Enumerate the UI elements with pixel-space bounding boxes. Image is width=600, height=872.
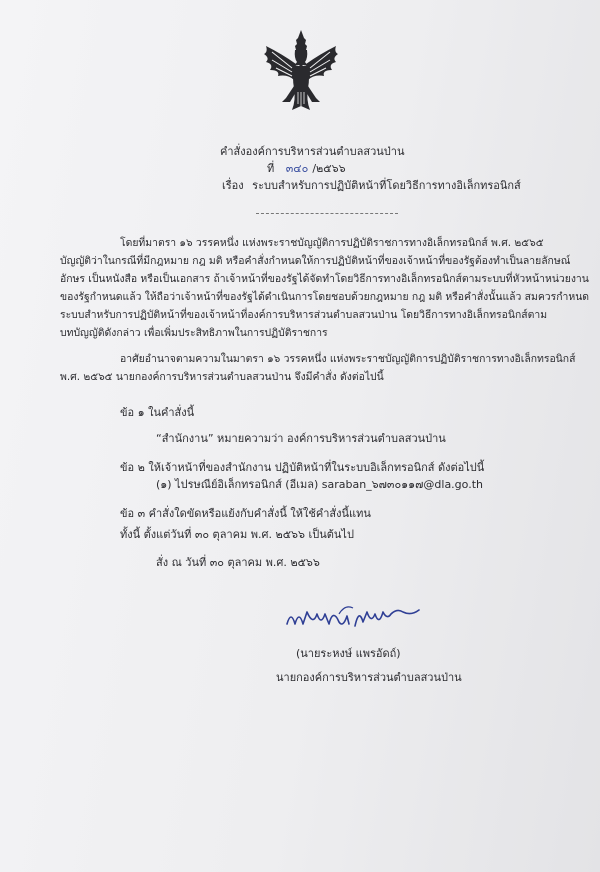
paragraph-1-line: บทบัญญัติดังกล่าว เพื่อเพิ่มประสิทธิภาพในการปฏิบัติราชการ (60, 327, 328, 339)
paragraph-2-line: อาศัยอำนาจตามความในมาตรา ๑๖ วรรคหนึ่ง แห่งพระราชบัญญัติการปฏิบัติราชการทางอิเล็กทรอนิกส์ (120, 353, 576, 365)
order-number-year: /๒๕๖๖ (312, 162, 346, 175)
clause-2-item-1: (๑) ไปรษณีย์อิเล็กทรอนิกส์ (อีเมล) saraban_๖๗๓๐๑๑๗@dla.go.th (156, 478, 483, 491)
signature-icon (283, 600, 423, 636)
signatory-position: นายกองค์การบริหารส่วนตำบลสวนป่าน (276, 671, 462, 684)
order-number-value: ๓๔๐ (285, 162, 309, 175)
clause-3: ข้อ ๓ คำสั่งใดขัดหรือแย้งกับคำสั่งนี้ ให้ใช้คำสั่งนี้แทน (120, 507, 371, 520)
garuda-emblem-icon (258, 28, 344, 114)
order-title: คำสั่งองค์การบริหารส่วนตำบลสวนป่าน (220, 145, 405, 158)
paragraph-1-line: โดยที่มาตรา ๑๖ วรรคหนึ่ง แห่งพระราชบัญญัติการปฏิบัติราชการทางอิเล็กทรอนิกส์ พ.ศ. ๒๕๖๕ (120, 237, 544, 249)
order-number-line (267, 162, 346, 176)
clause-1: ข้อ ๑ ในคำสั่งนี้ (120, 406, 195, 419)
order-number-label: ที่ (267, 162, 275, 175)
clause-2: ข้อ ๒ ให้เจ้าหน้าที่ของสำนักงาน ปฏิบัติหน้าที่ในระบบอิเล็กทรอนิกส์ ดังต่อไปนี้ (120, 461, 485, 474)
effective-date: ทั้งนี้ ตั้งแต่วันที่ ๓๐ ตุลาคม พ.ศ. ๒๕๖๖ เป็นต้นไป (120, 528, 354, 541)
paragraph-2-line: พ.ศ. ๒๕๖๕ นายกองค์การบริหารส่วนตำบลสวนป่าน จึงมีคำสั่ง ดังต่อไปนี้ (60, 371, 384, 383)
paragraph-1-line: บัญญัติว่าในกรณีที่มีกฎหมาย กฎ มติ หรือคำสั่งกำหนดให้การปฏิบัติหน้าที่ของเจ้าหน้าที่ของรัฐต้องทำเป็นลายลักษณ์ (60, 255, 571, 267)
signatory-name: (นายระหงษ์ แพรอัดถ์) (296, 647, 401, 660)
subject-label: เรื่อง (222, 179, 244, 192)
clause-1-definition: “สำนักงาน” หมายความว่า องค์การบริหารส่วนตำบลสวนป่าน (156, 432, 446, 445)
paragraph-1-line: ของรัฐกำหนดแล้ว ให้ถือว่าเจ้าหน้าที่ของรัฐได้ดำเนินการโดยชอบด้วยกฎหมาย กฎ มติ หรือคำสั่งนั้นแล้ว สมควรกำหนด (60, 291, 590, 303)
subject-line (222, 179, 521, 193)
order-date: สั่ง ณ วันที่ ๓๐ ตุลาคม พ.ศ. ๒๕๖๖ (156, 556, 320, 569)
paragraph-1-line: อักษร เป็นหนังสือ หรือเป็นเอกสาร ถ้าเจ้าหน้าที่ของรัฐได้จัดทำโดยวิธีการทางอิเล็กทรอนิกส์ตามระบบที่หัวหน้าหน่วยงาน (60, 273, 589, 285)
paragraph-1-line: ระบบสำหรับการปฏิบัติหน้าที่ของเจ้าหน้าที่องค์การบริหารส่วนตำบลสวนป่าน โดยวิธีการทางอิเล็กทรอนิกส์ตาม (60, 309, 548, 321)
header-divider (256, 213, 398, 214)
subject-text: ระบบสำหรับการปฏิบัติหน้าที่โดยวิธีการทางอิเล็กทรอนิกส์ (252, 179, 521, 192)
